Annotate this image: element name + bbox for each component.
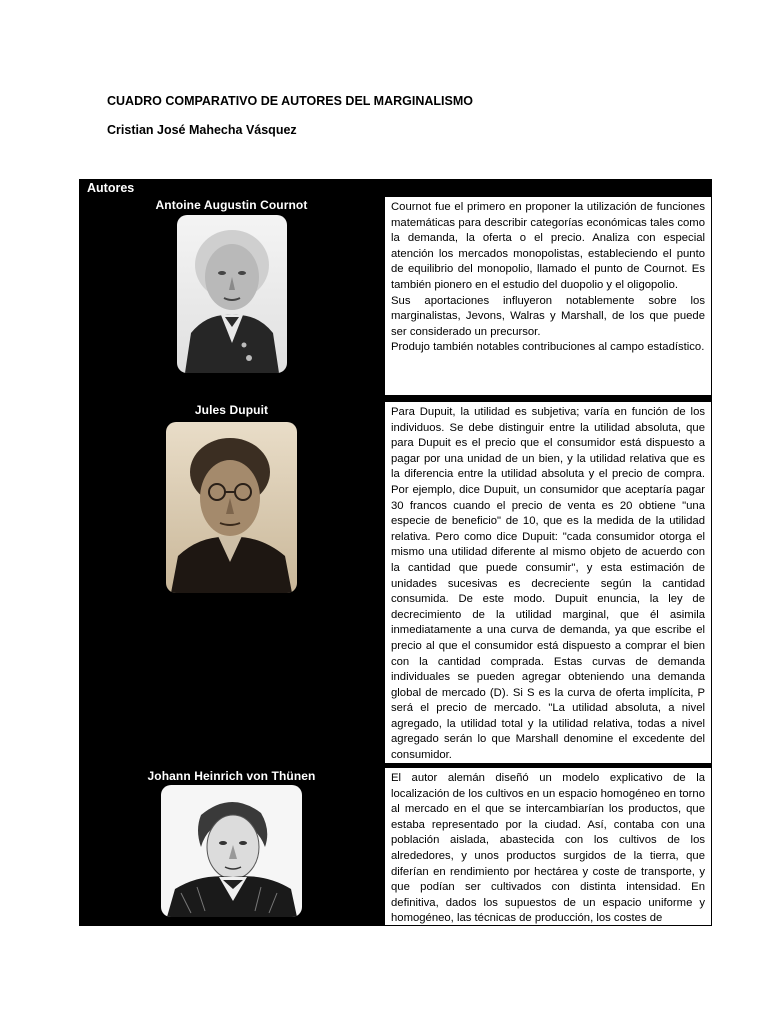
document-title: CUADRO COMPARATIVO DE AUTORES DEL MARGINALISMO bbox=[107, 94, 473, 108]
description-cell bbox=[384, 401, 712, 764]
portrait-image bbox=[177, 215, 287, 373]
table-row bbox=[79, 196, 712, 396]
description-paragraph: Cournot fue el primero en proponer la utilización de funciones matemáticas para describir categorías económicas tales como la demanda, la oferta o el precio. Analiza con especial atención los mercados monopolistas, estableciendo el punto de equilibrio del monopolio, llamado el punto de Cournot. Es también pionero en el estudio del duopolio y el oligopolio. bbox=[391, 201, 705, 291]
description-paragraph: Sus aportaciones influyeron notablemente sobre los marginalistas, Jevons, Walras y Marshall, de los que puede ser considerado un precursor. bbox=[391, 294, 705, 338]
portrait-image bbox=[166, 422, 297, 593]
table-row bbox=[79, 767, 712, 926]
portrait-image bbox=[161, 785, 302, 917]
table-header-autores: Autores bbox=[87, 181, 135, 195]
description-paragraph: Para Dupuit, la utilidad es subjetiva; varía en función de los individuos. Se debe distinguir entre la utilidad absoluta, que para Dupuit es el precio que el consumidor está dispuesto a pagar por una unidad de un bien, y la utilidad relativa que es la diferencia entre la utilidad absoluta y el precio de compra. Por ejemplo, dice Dupuit, un consumidor que aceptaría pagar 30 francos cuando el precio de venta es 20 obtiene "una especie de beneficio" de 10, que es la medida de la utilidad relativa. Pero como dice Dupuit: "cada consumidor otorga el mismo una utilidad diferente al mismo objeto de acuerdo con la cantidad que puede consumir", y esta estimación de unidades sucesivas es decreciente según la cantidad consumida. De este modo. Dupuit enuncia, la ley de decrecimiento de la utilidad marginal, que él asimila inmediatamente a una curva de demanda, ya que escribe el precio al que el consumidor está dispuesto a comprar el bien con la cantidad comprada. Estas curvas de demanda individuales se pueden agregar obteniendo una demanda global de mercado (D). Si S es la curva de oferta implícita, P será el precio de mercado. "La utilidad absoluta, a nivel agregado, la utilidad total y la utilidad relativa, todas a nivel agregado serán lo que Marshall denomine el excedente del consumidor. bbox=[391, 406, 705, 762]
author-name: Antoine Augustin Cournot bbox=[155, 198, 308, 212]
comparison-table bbox=[79, 179, 712, 926]
document-author: Cristian José Mahecha Vásquez bbox=[107, 123, 297, 137]
author-name: Jules Dupuit bbox=[194, 403, 269, 417]
description-paragraph: Produjo también notables contribuciones al campo estadístico. bbox=[391, 341, 705, 354]
description-cell bbox=[384, 196, 712, 396]
author-cell bbox=[79, 401, 384, 764]
author-cell bbox=[79, 196, 384, 396]
description-cell bbox=[384, 767, 712, 926]
table-row bbox=[79, 401, 712, 764]
author-name: Johann Heinrich von Thünen bbox=[147, 769, 316, 783]
author-cell bbox=[79, 767, 384, 926]
description-paragraph: El autor alemán diseñó un modelo explicativo de la localización de los cultivos en un espacio homogéneo en torno al mercado en el que se intercambiarían los productos, que estaba representado por la ciudad. Así, contaba con una población aislada, abastecida con los cultivos de los alrededores, y unos productos surgidos de la tierra, que diferían en rendimiento por hectárea y coste de transporte, y que podían ser cultivados con distinta intensidad. En definitiva, dados los supuestos de un espacio uniforme y homogéneo, las técnicas de producción, los costes de bbox=[391, 772, 705, 925]
